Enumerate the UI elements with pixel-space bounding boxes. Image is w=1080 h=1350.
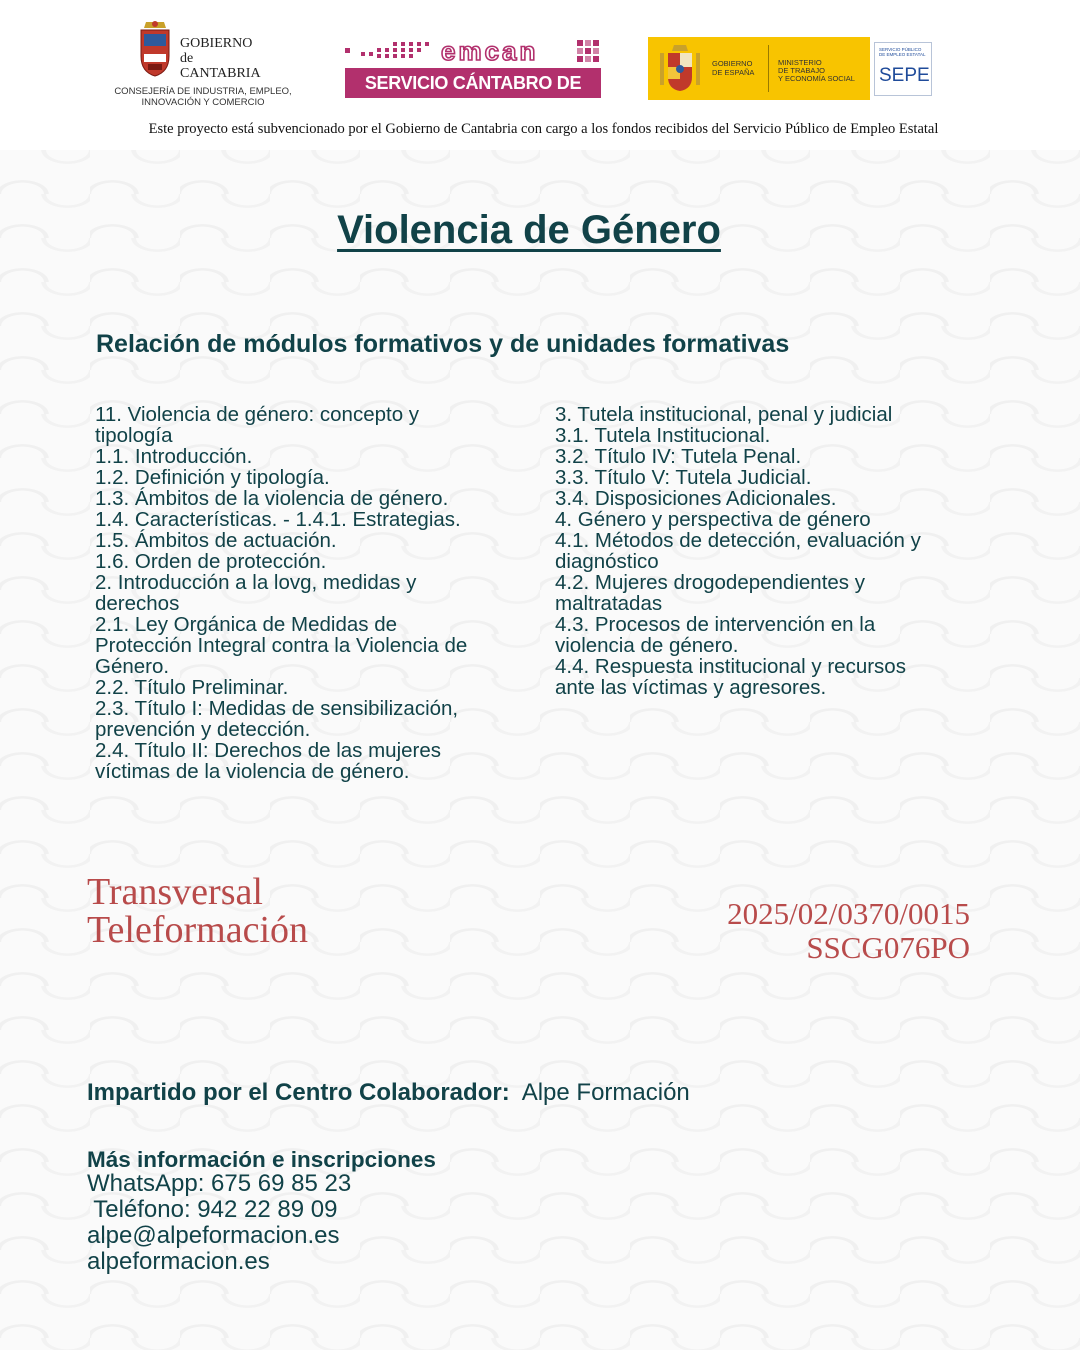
- modality-transversal: Transversal: [87, 871, 263, 913]
- consejeria-line2: INNOVACIÓN Y COMERCIO: [141, 97, 265, 108]
- sepe-small-line2: DE EMPLEO ESTATAL: [879, 52, 926, 57]
- provider-label: Impartido por el Centro Colaborador:: [87, 1079, 510, 1106]
- module-line: 3.2. Título IV: Tutela Penal.: [555, 445, 802, 468]
- module-line: 1.6. Orden de protección.: [95, 550, 327, 573]
- module-line: 4. Género y perspectiva de género: [555, 508, 871, 531]
- sepe-wordmark: SEPE: [879, 65, 930, 86]
- module-line: 1.1. Introducción.: [95, 445, 253, 468]
- provider-name: Alpe Formación: [521, 1079, 690, 1106]
- course-title: Violencia de Género: [337, 208, 721, 252]
- course-subtitle: Relación de módulos formativos y de unidades formativas: [96, 330, 790, 358]
- gobierno-espana-line2: DE ESPAÑA: [712, 68, 755, 77]
- module-line: derechos: [95, 592, 180, 615]
- modules-left-column: [95, 404, 525, 782]
- module-line: 1.3. Ámbitos de la violencia de género.: [95, 487, 449, 510]
- ministerio-line3: Y ECONOMÍA SOCIAL: [778, 74, 855, 83]
- subsidy-notice: Este proyecto está subvencionado por el Gobierno de Cantabria con cargo a los fondos recibidos del Servicio Público de Empleo Estatal: [148, 121, 939, 137]
- module-line: diagnóstico: [555, 550, 659, 573]
- module-line: Género.: [95, 655, 170, 678]
- provider-line: [87, 1079, 690, 1107]
- module-line: 4.3. Procesos de intervención en la: [555, 613, 876, 636]
- module-line: Protección Integral contra la Violencia de: [95, 634, 468, 657]
- module-line: 2. Introducción a la lovg, medidas y: [95, 571, 417, 594]
- course-modality: [87, 873, 308, 949]
- course-specialty-code: SSCG076PO: [806, 930, 970, 965]
- module-line: 2.2. Título Preliminar.: [95, 676, 289, 699]
- cantabria-text-line1: GOBIERNO: [180, 36, 253, 51]
- module-line: 4.4. Respuesta institucional y recursos: [555, 655, 906, 678]
- module-line: 1.4. Características. - 1.4.1. Estrategias.: [95, 508, 461, 531]
- email-link[interactable]: alpe@alpeformacion.es: [87, 1222, 340, 1249]
- modules-right-column: [555, 404, 965, 698]
- module-line: 3.3. Título V: Tutela Judicial.: [555, 466, 812, 489]
- module-line: 4.1. Métodos de detección, evaluación y: [555, 529, 921, 552]
- cantabria-text-line3: CANTABRIA: [180, 66, 261, 81]
- course-codes: [727, 897, 970, 965]
- module-line: ante las víctimas y agresores.: [555, 676, 827, 699]
- module-line: 3.1. Tutela Institucional.: [555, 424, 771, 447]
- module-line: 2.3. Título I: Medidas de sensibilización,: [95, 697, 459, 720]
- module-line: prevención y detección.: [95, 718, 311, 741]
- whatsapp-contact[interactable]: WhatsApp: 675 69 85 23: [87, 1170, 352, 1197]
- course-file-code: 2025/02/0370/0015: [727, 896, 970, 931]
- phone-contact[interactable]: Teléfono: 942 22 89 09: [87, 1196, 338, 1223]
- info-heading: Más información e inscripciones: [87, 1147, 436, 1172]
- ministerio-line2: DE TRABAJO: [778, 66, 825, 75]
- website-link[interactable]: alpeformacion.es: [87, 1248, 270, 1275]
- emcan-servicio-bar: SERVICIO CÁNTABRO DE EMPLEO: [345, 68, 601, 98]
- module-line: 2.1. Ley Orgánica de Medidas de: [95, 613, 397, 636]
- module-line: tipología: [95, 424, 173, 447]
- modality-teleformacion: Teleformación: [87, 909, 309, 951]
- module-line: 1.5. Ámbitos de actuación.: [95, 529, 337, 552]
- ministerio-line1: MINISTERIO: [778, 58, 822, 67]
- contact-info: [87, 1171, 351, 1275]
- module-line: 3.4. Disposiciones Adicionales.: [555, 487, 837, 510]
- sepe-small-line1: SERVICIO PÚBLICO: [879, 47, 922, 52]
- module-line: víctimas de la violencia de género.: [95, 760, 410, 783]
- consejeria-line1: CONSEJERÍA DE INDUSTRIA, EMPLEO,: [114, 86, 292, 97]
- gobierno-espana-line1: GOBIERNO: [712, 59, 753, 68]
- module-line: 4.2. Mujeres drogodependientes y: [555, 571, 865, 594]
- module-line: violencia de género.: [555, 634, 739, 657]
- module-line: 3. Tutela institucional, penal y judicial: [555, 403, 893, 426]
- cantabria-text-line2: de: [180, 51, 194, 66]
- module-line: 11. Violencia de género: concepto y: [95, 403, 420, 426]
- module-line: 1.2. Definición y tipología.: [95, 466, 330, 489]
- emcan-wordmark: emcan: [441, 36, 539, 66]
- module-line: 2.4. Título II: Derechos de las mujeres: [95, 739, 442, 762]
- module-line: maltratadas: [555, 592, 663, 615]
